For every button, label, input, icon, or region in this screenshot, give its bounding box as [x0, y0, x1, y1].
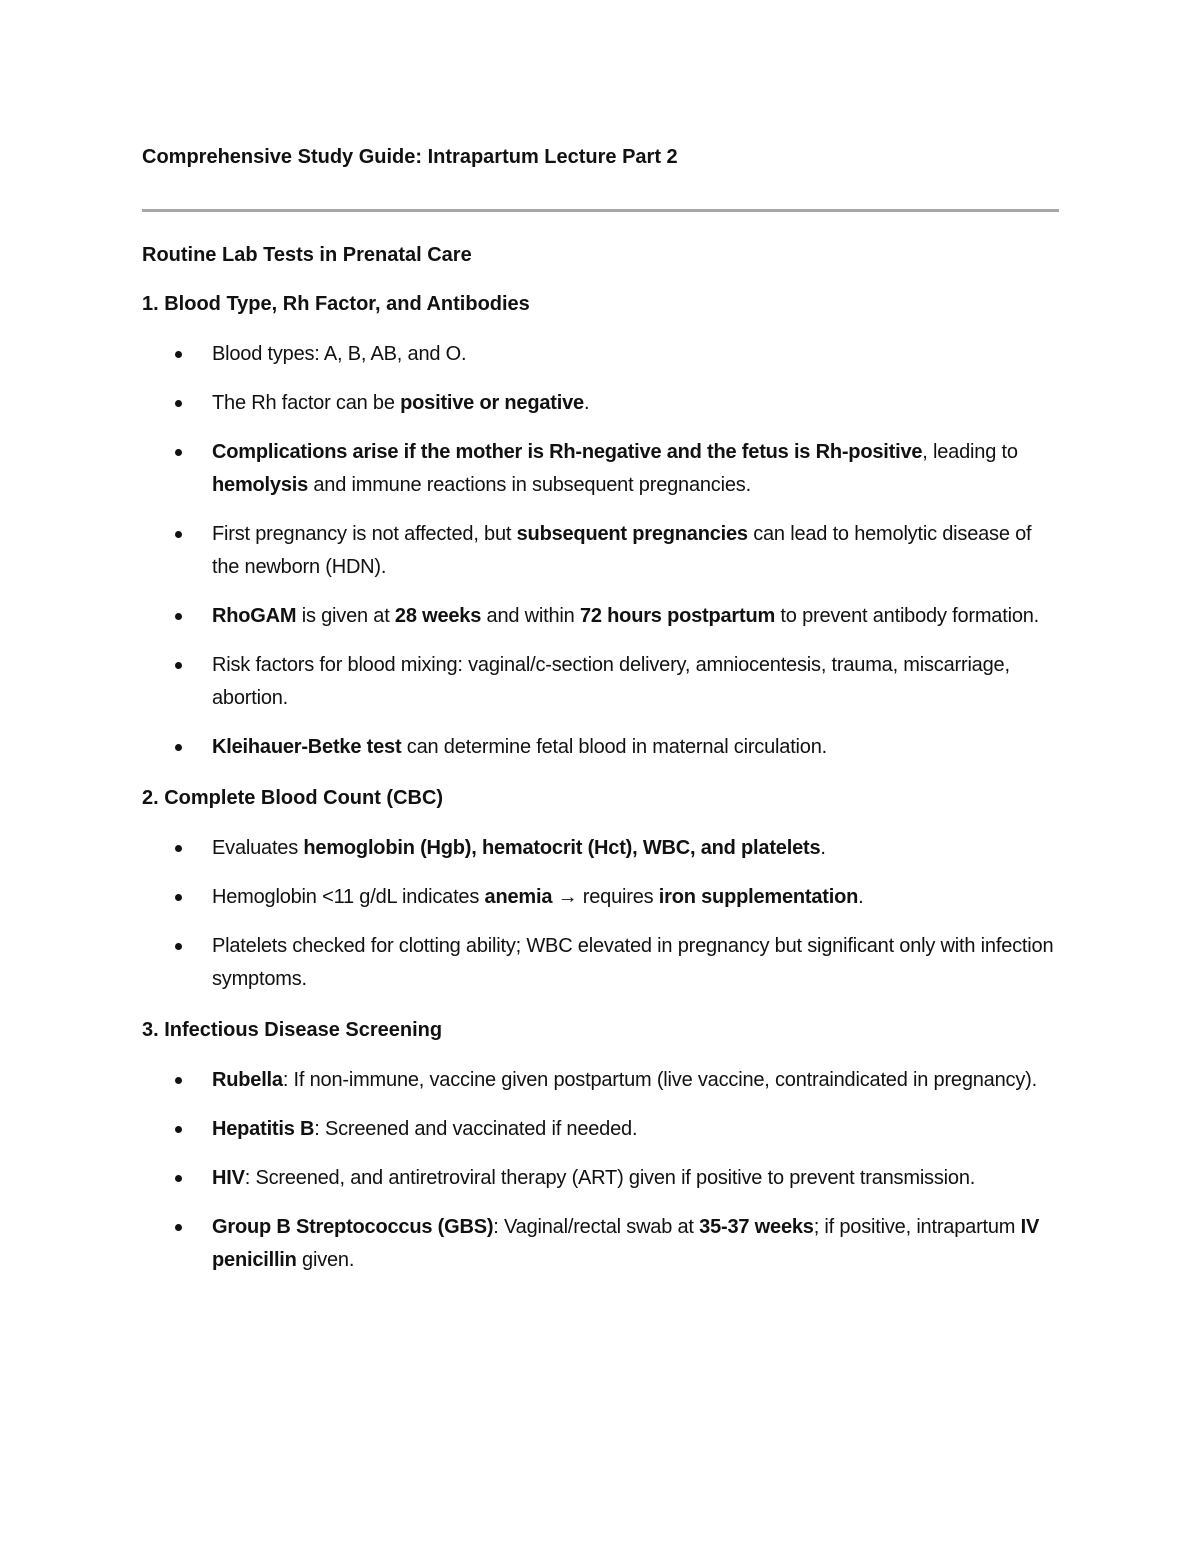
- text-run: .: [858, 886, 864, 908]
- bullet-list: [142, 832, 1062, 996]
- text-run: : Screened, and antiretroviral therapy (ART) given if positive to prevent transmission.: [244, 1167, 976, 1189]
- section-heading: Routine Lab Tests in Prenatal Care: [142, 244, 472, 266]
- bullet-item: [142, 731, 1062, 764]
- document-content: [142, 240, 1062, 1296]
- text-run: The Rh factor can be: [212, 392, 401, 414]
- bullet-item: [142, 1064, 1062, 1097]
- text-run: and within: [481, 605, 580, 627]
- text-run: : If non-immune, vaccine given postpartum (live vaccine, contraindicated in pregnancy).: [282, 1069, 1037, 1091]
- bold-text: iron supplementation: [658, 886, 859, 908]
- bullet-item: [142, 649, 1062, 715]
- bullet-dot-icon: [175, 400, 182, 407]
- bold-text: hemoglobin (Hgb), hematocrit (Hct), WBC, and platelets: [303, 837, 821, 859]
- bullet-item: [142, 1113, 1062, 1146]
- bullet-dot-icon: [175, 845, 182, 852]
- bold-text: Kleihauer-Betke test: [212, 736, 402, 758]
- text-run: to prevent antibody formation.: [775, 605, 1040, 627]
- bullet-dot-icon: [175, 1224, 182, 1231]
- bold-text: hemolysis: [212, 474, 309, 496]
- text-run: , leading to: [922, 441, 1018, 463]
- text-run: : Screened and vaccinated if needed.: [314, 1118, 638, 1140]
- bullet-item: [142, 930, 1062, 996]
- bullet-dot-icon: [175, 531, 182, 538]
- bold-text: subsequent pregnancies: [516, 523, 748, 545]
- horizontal-divider: [142, 209, 1059, 212]
- text-run: First pregnancy is not affected, but: [212, 523, 517, 545]
- text-run: Risk factors for blood mixing: vaginal/c-section delivery, amniocentesis, trauma, miscarriage, abortion.: [212, 654, 1010, 709]
- bullet-list: [142, 1064, 1062, 1277]
- bold-text: RhoGAM: [212, 605, 297, 627]
- bullet-item: [142, 1211, 1062, 1277]
- text-run: Platelets checked for clotting ability; WBC elevated in pregnancy but significant only with infection symptoms.: [212, 935, 1054, 990]
- bold-text: Group B Streptococcus (GBS): [212, 1216, 494, 1238]
- bullet-item: [142, 518, 1062, 584]
- bullet-dot-icon: [175, 1077, 182, 1084]
- text-run: → requires: [552, 886, 659, 908]
- text-run: can determine fetal blood in maternal circulation.: [401, 736, 827, 758]
- bullet-dot-icon: [175, 449, 182, 456]
- bullet-item: [142, 832, 1062, 865]
- bullet-item: [142, 600, 1062, 633]
- bullet-dot-icon: [175, 744, 182, 751]
- bold-text: 35-37 weeks: [699, 1216, 814, 1238]
- text-run: Blood types: A, B, AB, and O.: [212, 343, 467, 365]
- bullet-dot-icon: [175, 943, 182, 950]
- bold-text: Rubella: [212, 1069, 283, 1091]
- text-run: : Vaginal/rectal swab at: [493, 1216, 700, 1238]
- text-run: .: [583, 392, 590, 414]
- bullet-dot-icon: [175, 1126, 182, 1133]
- bullet-dot-icon: [175, 662, 182, 669]
- bullet-dot-icon: [175, 613, 182, 620]
- bold-text: anemia: [484, 886, 553, 908]
- bullet-dot-icon: [175, 1175, 182, 1182]
- subsection: [142, 1015, 1062, 1277]
- text-run: given.: [296, 1249, 355, 1271]
- bold-text: HIV: [212, 1167, 245, 1189]
- subsection-heading: 3. Infectious Disease Screening: [142, 1019, 443, 1041]
- bold-text: 72 hours postpartum: [579, 605, 776, 627]
- subsection-heading: 1. Blood Type, Rh Factor, and Antibodies: [142, 293, 530, 315]
- bullet-list: [142, 338, 1062, 764]
- bullet-item: [142, 338, 1062, 371]
- bold-text: Complications arise if the mother is Rh-negative and the fetus is Rh-positive: [212, 441, 923, 463]
- bold-text: 28 weeks: [394, 605, 482, 627]
- text-run: and immune reactions in subsequent pregnancies.: [308, 474, 751, 496]
- bullet-dot-icon: [175, 894, 182, 901]
- bullet-item: [142, 1162, 1062, 1195]
- subsection: [142, 783, 1062, 996]
- text-run: ; if positive, intrapartum: [813, 1216, 1021, 1238]
- text-run: .: [820, 837, 826, 859]
- text-run: can lead to hemolytic disease of the newborn (HDN).: [212, 523, 1032, 578]
- text-run: Evaluates: [212, 837, 304, 859]
- text-run: is given at: [296, 605, 395, 627]
- subsection-heading: 2. Complete Blood Count (CBC): [142, 787, 444, 809]
- bold-text: Hepatitis B: [212, 1118, 315, 1140]
- bullet-item: [142, 881, 1062, 914]
- bullet-item: [142, 436, 1062, 502]
- bullet-dot-icon: [175, 351, 182, 358]
- subsections-container: [142, 289, 1062, 1277]
- bullet-item: [142, 387, 1062, 420]
- subsection: [142, 289, 1062, 764]
- document-title: Comprehensive Study Guide: Intrapartum Lecture Part 2: [142, 146, 678, 168]
- bold-text: IV penicillin: [212, 1216, 1040, 1271]
- bold-text: positive or negative: [400, 392, 584, 414]
- text-run: Hemoglobin <11 g/dL indicates: [212, 886, 485, 908]
